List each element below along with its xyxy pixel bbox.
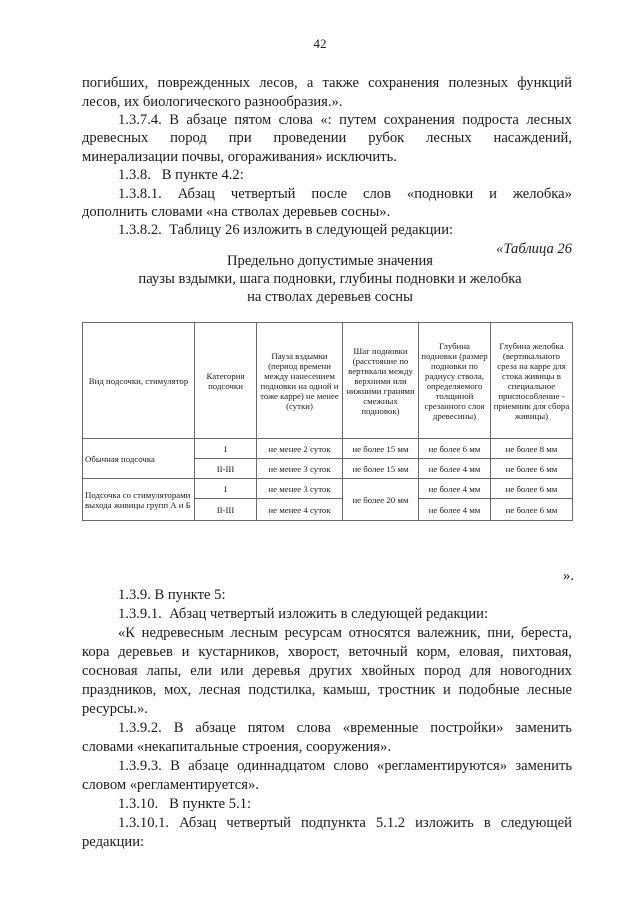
- paragraph-line: [118, 720, 572, 737]
- word: заменить: [515, 758, 572, 774]
- word: Абзац: [179, 815, 217, 831]
- word: мох,: [164, 682, 192, 698]
- row-category: I: [195, 439, 257, 459]
- word: «подновки: [406, 186, 474, 202]
- word: следующей: [500, 815, 572, 831]
- table-26: [82, 322, 573, 521]
- word: погибших,: [82, 75, 149, 91]
- word: хвойных: [361, 663, 416, 679]
- word: новогодних: [499, 663, 572, 679]
- paragraph-line: [82, 644, 572, 661]
- word: деревья: [252, 663, 301, 679]
- paragraph-line: редакции:: [82, 834, 145, 850]
- word: пород: [424, 663, 461, 679]
- row-step: не более 20 мм: [343, 479, 419, 521]
- paragraph-line: словом «регламентируется».: [82, 777, 259, 793]
- word: кора: [82, 644, 110, 660]
- word: 1.3.7.4.: [118, 112, 162, 128]
- word: береста,: [520, 625, 572, 641]
- paragraph-line: 1.3.9.1. Абзац четвертый изложить в следующей редакции:: [118, 606, 489, 622]
- word: желобка»: [512, 186, 572, 202]
- word: лесных: [426, 130, 472, 146]
- header-step: Шаг подновки (расстояние по вертикали между верхними или нижними гранями смежных подновок): [343, 323, 419, 439]
- row-groove: не более 6 мм: [491, 499, 573, 521]
- row-category: II-III: [195, 499, 257, 521]
- paragraph-line: [118, 815, 572, 832]
- word: 1.3.9.3.: [118, 758, 162, 774]
- paragraph-line: [118, 625, 572, 642]
- word: одиннадцатом: [237, 758, 326, 774]
- word: или: [220, 663, 244, 679]
- row-step: не более 15 мм: [343, 439, 419, 459]
- paragraph-line: словами «некапитальные строения, сооружения».: [82, 739, 391, 755]
- page-number: 42: [313, 36, 327, 51]
- word: 1.3.9.2.: [118, 720, 162, 736]
- header-pause: Пауза вздымки (период времени между нанесением подновки на одной и тоже карре) не менее (сутки): [257, 323, 343, 439]
- word: абзаце: [195, 720, 236, 736]
- row-pause: не менее 2 суток: [257, 439, 343, 459]
- word: ресурсам: [284, 625, 342, 641]
- word: В: [169, 112, 179, 128]
- word: и: [181, 644, 190, 660]
- word: пни,: [487, 625, 515, 641]
- word: сохранения: [383, 112, 455, 128]
- row-pause: не менее 3 суток: [257, 459, 343, 479]
- row-pause: не менее 3 суток: [257, 479, 343, 499]
- row-pause: не менее 4 суток: [257, 499, 343, 521]
- paragraph-line: минерализации почвы, огораживания» исключить.: [82, 149, 397, 165]
- paragraph-line: 1.3.9. В пункте 5:: [118, 587, 226, 603]
- paragraph-line: 1.3.8.2. Таблицу 26 изложить в следующей редакции:: [118, 222, 454, 238]
- row-category: I: [195, 479, 257, 499]
- word: и: [443, 682, 451, 698]
- word: сосновая: [82, 663, 138, 679]
- word: древесных: [82, 130, 149, 146]
- word: лесные: [527, 682, 572, 698]
- word: при: [228, 130, 252, 146]
- word: подроста: [462, 112, 519, 128]
- word: относятся: [348, 625, 411, 641]
- paragraph-line: 1.3.8. В пункте 4.2:: [118, 167, 244, 183]
- word: слова: [278, 112, 313, 128]
- word: подпункта: [300, 815, 366, 831]
- paragraph-line: [82, 663, 572, 680]
- word: пятом: [247, 720, 285, 736]
- word: корм,: [416, 644, 451, 660]
- header-type: Вид подсочки, стимулятор: [83, 323, 195, 439]
- row-depth: не более 4 мм: [419, 459, 491, 479]
- word: лесов,: [259, 75, 298, 91]
- paragraph-line: [118, 758, 572, 775]
- word: В: [173, 720, 184, 736]
- word: проведении: [273, 130, 347, 146]
- word: еловая,: [458, 644, 504, 660]
- paragraph-line: [82, 130, 572, 147]
- paragraph-line: [118, 186, 572, 203]
- word: насаждений,: [493, 130, 572, 146]
- word: для: [469, 663, 492, 679]
- word: пихтовая,: [512, 644, 572, 660]
- word: четвертый: [230, 186, 296, 202]
- word: лесным: [230, 625, 278, 641]
- table-label: «Таблица 26: [496, 241, 572, 257]
- word: слова: [296, 720, 331, 736]
- word: подобные: [458, 682, 520, 698]
- row-depth: не более 4 мм: [419, 479, 491, 499]
- word: абзаце: [188, 758, 229, 774]
- table-end-mark: ».: [563, 568, 574, 584]
- header-groove: Глубина желобка (вертикального среза на карре для стока живицы в специальное приспособление - приемник для сбора живицы): [491, 323, 573, 439]
- row-depth: не более 6 мм: [419, 439, 491, 459]
- word: «временные: [342, 720, 419, 736]
- table-title-line-2: паузы вздымки, шага подновки, глубины подновки и желобка: [138, 271, 522, 287]
- word: постройки»: [430, 720, 504, 736]
- word: хворост,: [287, 644, 340, 660]
- word: заменить: [515, 720, 572, 736]
- word: праздников,: [82, 682, 157, 698]
- word: полезных: [448, 75, 508, 91]
- word: В: [170, 758, 180, 774]
- paragraph-line: [82, 75, 572, 92]
- word: лесная: [198, 682, 241, 698]
- paragraph-line: лесов, их биологического разнообразия.».: [82, 94, 343, 110]
- word: лесных: [526, 112, 572, 128]
- word: кустарников,: [198, 644, 280, 660]
- word: изложить: [415, 815, 474, 831]
- paragraph-line: ресурсы.».: [82, 701, 148, 717]
- header-category: Категория подсочки: [195, 323, 257, 439]
- paragraph-line: дополнить словами «на стволах деревьев сосны».: [82, 204, 391, 220]
- word: абзаце: [186, 112, 227, 128]
- word: тростник: [378, 682, 436, 698]
- table-header-row: [83, 323, 573, 439]
- word: валежник,: [417, 625, 481, 641]
- word: пятом: [234, 112, 272, 128]
- word: в: [483, 815, 491, 831]
- table-title-line-1: Предельно допустимые значения: [227, 253, 433, 269]
- word: четвертый: [226, 815, 291, 831]
- word: Абзац: [177, 186, 215, 202]
- row-groove: не более 8 мм: [491, 439, 573, 459]
- word: путем: [339, 112, 377, 128]
- table-row: [83, 479, 573, 499]
- word: слово: [333, 758, 369, 774]
- word: «:: [320, 112, 332, 128]
- row-groove: не более 6 мм: [491, 459, 573, 479]
- row-category: II-III: [195, 459, 257, 479]
- word: камыш,: [323, 682, 371, 698]
- word: рубок: [368, 130, 405, 146]
- word: лапы,: [146, 663, 182, 679]
- word: «регламентируются»: [377, 758, 507, 774]
- paragraph-line: [118, 112, 572, 129]
- word: 5.1.2: [375, 815, 406, 831]
- word: а: [306, 75, 314, 91]
- word: подстилка,: [248, 682, 316, 698]
- row-groove: не более 6 мм: [491, 479, 573, 499]
- word: поврежденных: [157, 75, 250, 91]
- word: веточный: [348, 644, 408, 660]
- table-row: [83, 439, 573, 459]
- row-step: не более 15 мм: [343, 459, 419, 479]
- paragraph-line: [82, 682, 572, 699]
- row-type: Обычная подсочка: [83, 439, 195, 479]
- row-type: Подсочка со стимуляторами выхода живицы групп А и Б: [83, 479, 195, 521]
- word: также: [322, 75, 359, 91]
- paragraph-line: 1.3.10. В пункте 5.1:: [118, 796, 252, 812]
- word: функций: [517, 75, 572, 91]
- word: недревесным: [141, 625, 224, 641]
- word: слов: [363, 186, 391, 202]
- word: других: [309, 663, 353, 679]
- row-depth: не более 4 мм: [419, 499, 491, 521]
- word: «К: [118, 625, 136, 641]
- word: деревьев: [118, 644, 173, 660]
- word: 1.3.8.1.: [118, 186, 162, 202]
- table-title-line-3: на стволах деревьев сосны: [247, 289, 413, 305]
- word: после: [311, 186, 348, 202]
- word: ели: [190, 663, 212, 679]
- word: и: [489, 186, 497, 202]
- word: сохранения: [368, 75, 440, 91]
- header-depth: Глубина подновки (размер подновки по радиусу ствола, определяемого толщиной срезанного слоя древесины): [419, 323, 491, 439]
- word: 1.3.10.1.: [118, 815, 170, 831]
- word: пород: [170, 130, 207, 146]
